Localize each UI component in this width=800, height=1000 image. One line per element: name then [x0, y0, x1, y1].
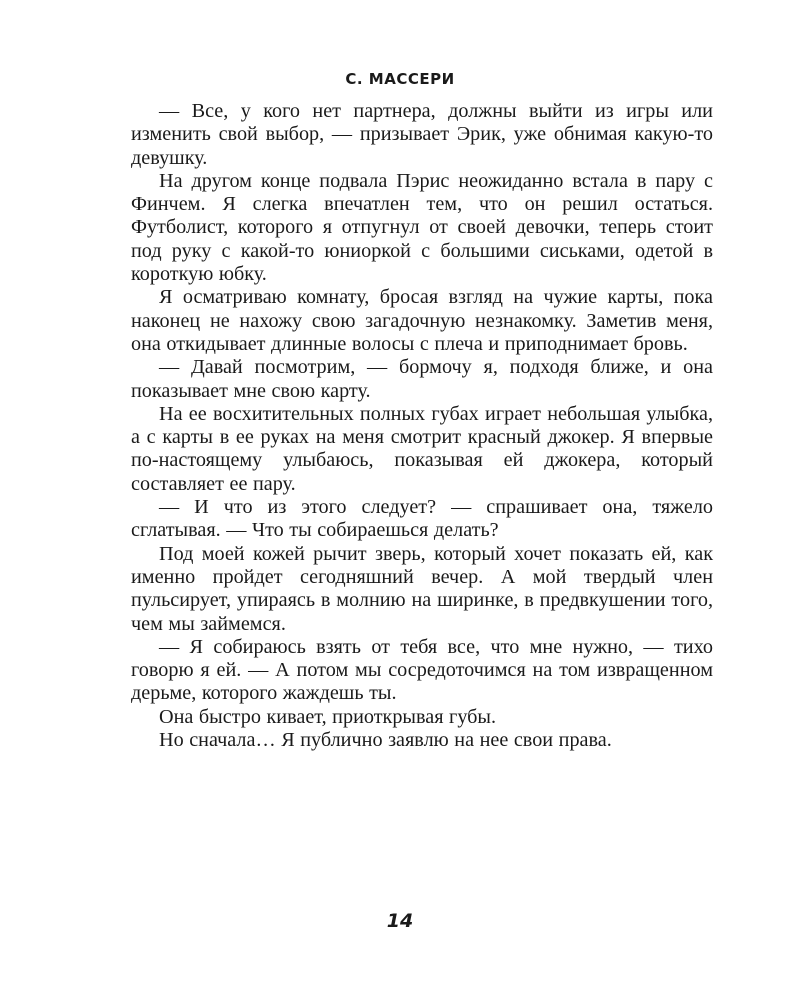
paragraph: На ее восхитительных полных губах играет небольшая улыбка, а с карты в ее руках на меня смотрит красный джокер. Я впервые по-настоящему улыбаюсь, показывая ей джокера, который составляет ее пару. — [131, 402, 713, 495]
page-number: 14 — [386, 910, 414, 932]
paragraph: Под моей кожей рычит зверь, который хочет показать ей, как именно пройдет сегодняшний вечер. А мой твердый член пульсирует, упираясь в молнию на ширинке, в предвкушении того, чем мы займемся. — [131, 542, 713, 635]
paragraph: На другом конце подвала Пэрис неожиданно встала в пару с Финчем. Я слегка впечатлен тем, что он решил остаться. Футболист, которого я отпугнул от своей девочки, теперь стоит под руку с какой-то юниоркой с большими сиськами, одетой в короткую юбку. — [131, 169, 713, 286]
paragraph: — Все, у кого нет партнера, должны выйти из игры или изменить свой выбор, — призывает Эрик, уже обнимая какую-то девушку. — [131, 100, 713, 169]
paragraph: Она быстро кивает, приоткрывая губы. — [159, 705, 497, 728]
body-text — [131, 100, 713, 752]
paragraph: — Давай посмотрим, — бормочу я, подходя ближе, и она показывает мне свою карту. — [131, 356, 713, 402]
running-header-author: С. МАССЕРИ — [345, 70, 455, 88]
paragraph: — Я собираюсь взять от тебя все, что мне нужно, — тихо говорю я ей. — А потом мы сосредоточимся на том извращенном дерьме, которого жаждешь ты. — [131, 635, 713, 705]
paragraph: Но сначала… Я публично заявлю на нее свои права. — [159, 729, 612, 752]
paragraph: — И что из этого следует? — спрашивает она, тяжело сглатывая. — Что ты собираешься делать? — [131, 496, 713, 542]
paragraph: Я осматриваю комнату, бросая взгляд на чужие карты, пока наконец не нахожу свою загадочную незнакомку. Заметив меня, она откидывает длинные волосы с плеча и приподнимает бровь. — [131, 286, 713, 355]
